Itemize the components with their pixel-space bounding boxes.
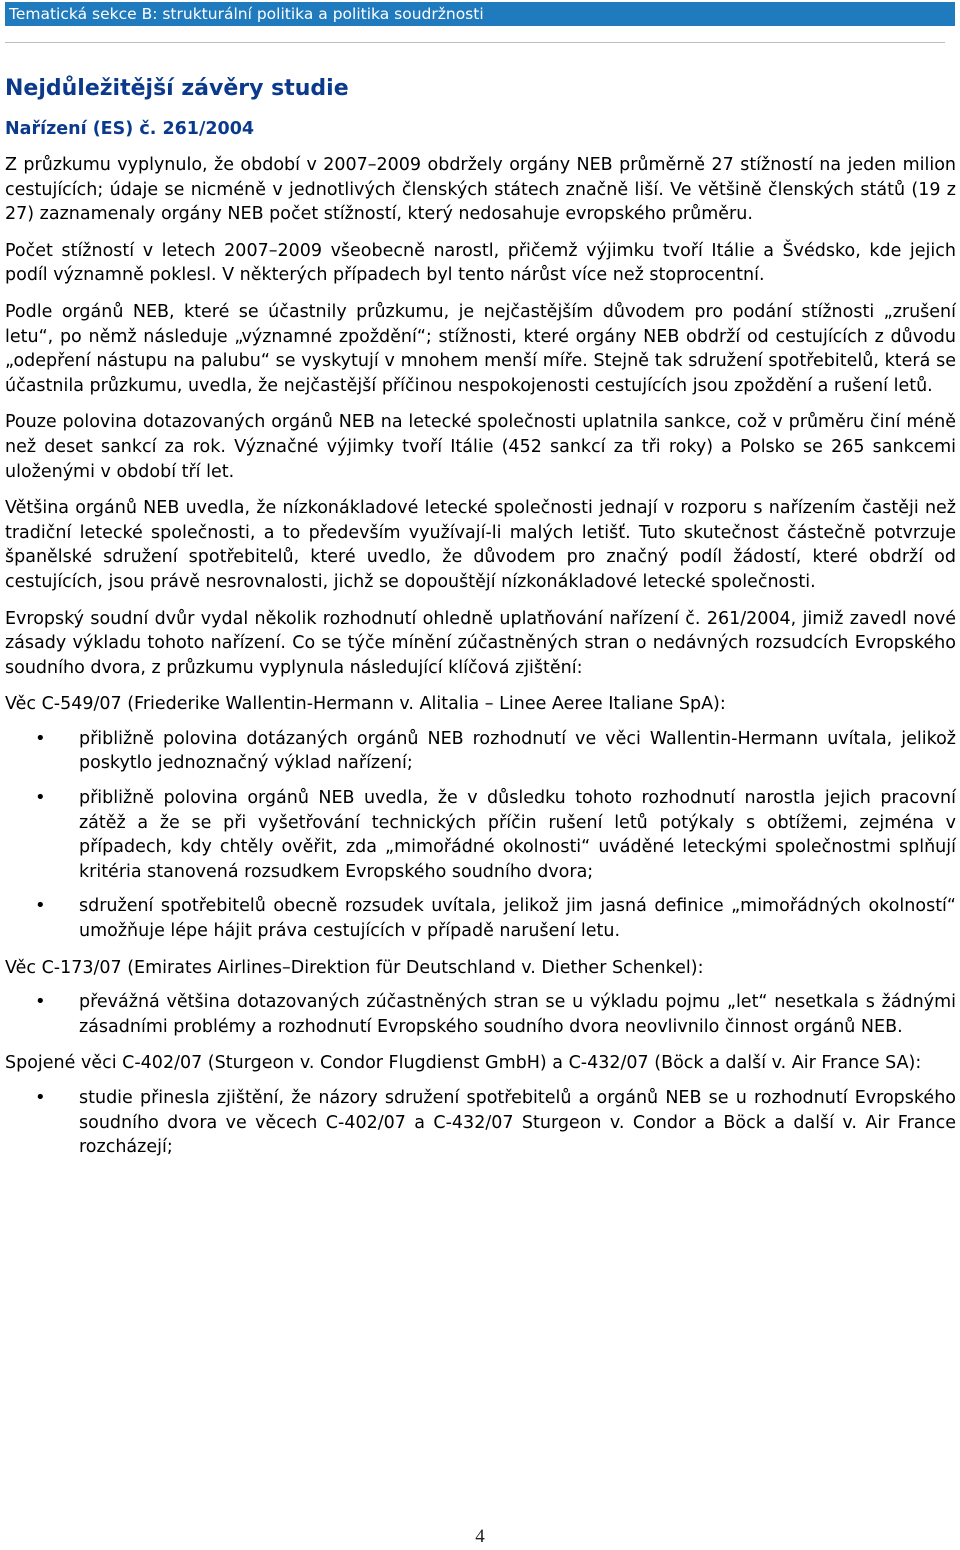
list-item-text: převážná většina dotazovaných zúčastněných stran se u výkladu pojmu „let“ nesetkala s žádnými zásadními problémy a rozhodnutí Evropského soudního dvora neovlivnilo činnost orgánů NEB. (79, 992, 956, 1037)
list-item-text: přibližně polovina orgánů NEB uvedla, že v důsledku tohoto rozhodnutí narostla jejich pracovní zátěž a že se při vyšetřování technických příčin rušení letů potýkaly s obtížemi, zejména v případech, kdy chtěly ověřit, zda „mimořádné okolnosti“ uváděné leteckými společnostmi splňují kritéria stanovená rozsudkem Evropského soudního dvora; (79, 788, 956, 882)
list-item-text: sdružení spotřebitelů obecně rozsudek uvítala, jelikož jim jasná definice „mimořádných okolností“ umožňuje lépe hájit práva cestujících v případě narušení letu. (79, 896, 956, 942)
list-item-text: studie přinesla zjištění, že názory sdružení spotřebitelů a orgánů NEB se u rozhodnutí Evropského soudního dvora ve věcech C-402/07 a C-432/07 Sturgeon v. Condor a Böck a další v. Air France rozcházejí; (79, 1088, 956, 1158)
bullet-list (5, 990, 956, 1039)
paragraph: Většina orgánů NEB uvedla, že nízkonákladové letecké společnosti jednají v rozporu s nařízením častěji než tradiční letecké společnosti, a to především využívají-li malých letišť. Tuto skutečnost částečně potvrzuje španělské sdružení spotřebitelů, které uvedlo, že důvodem pro značný podíl žádostí, které obdrží od cestujících, jsou právě nesrovnalosti, jichž se dopouštějí nízkonákladové letecké společnosti. (5, 498, 956, 592)
section-header (5, 2, 955, 26)
list-item (5, 786, 956, 884)
bullet-list (5, 727, 956, 944)
paragraph: Pouze polovina dotazovaných orgánů NEB na letecké společnosti uplatnila sankce, což v průměru činí méně než deset sankcí za rok. Význačné výjimky tvoří Itálie (452 sankcí za tři roky) a Polsko se 265 sankcemi uloženými v období tří let. (5, 412, 956, 482)
list-item (5, 1086, 956, 1160)
bullet-icon: • (35, 787, 46, 809)
regulation-subtitle: Nařízení (ES) č. 261/2004 (5, 119, 255, 139)
list-item-text: přibližně polovina dotázaných orgánů NEB rozhodnutí ve věci Wallentin-Hermann uvítala, jelikož poskytlo jednoznačný výklad nařízení; (79, 728, 956, 774)
bullet-icon: • (35, 991, 46, 1013)
document-body (5, 74, 956, 1160)
paragraph: Počet stížností v letech 2007–2009 všeobecně narostl, přičemž výjimku tvoří Itálie a Švédsko, kde jejich podíl významně poklesl. V některých případech byl tento nárůst více než stoprocentní. (5, 240, 956, 286)
bullet-icon: • (35, 727, 46, 749)
list-item (5, 990, 956, 1039)
case-heading: Věc C-549/07 (Friederike Wallentin-Hermann v. Alitalia – Linee Aeree Italiane SpA): (5, 694, 726, 715)
paragraph: Evropský soudní dvůr vydal několik rozhodnutí ohledně uplatňování nařízení č. 261/2004, jimiž zavedl nové zásady výkladu tohoto nařízení. Co se týče mínění zúčastněných stran o nedávných rozsudcích Evropského soudního dvora, z průzkumu vyplynula následující klíčová zjištění: (5, 608, 956, 678)
list-item (5, 894, 956, 943)
case-heading: Věc C-173/07 (Emirates Airlines–Direktion für Deutschland v. Diether Schenkel): (5, 957, 704, 978)
list-item (5, 727, 956, 776)
section-header-title: Tematická sekce B: strukturální politika a politika soudržnosti (9, 5, 484, 23)
page-number: 4 (475, 1526, 485, 1547)
header-divider (5, 42, 945, 43)
bullet-icon: • (35, 895, 46, 917)
page-title: Nejdůležitější závěry studie (5, 76, 349, 101)
bullet-icon: • (35, 1087, 46, 1108)
paragraph: Podle orgánů NEB, které se účastnily průzkumu, je nejčastějším důvodem pro podání stížnosti „zrušení letu“, po němž následuje „významné zpoždění“; stížnosti, které orgány NEB obdrží od cestujících z důvodu „odepření nástupu na palubu“ se vyskytují v mnohem menší míře. Stejně tak sdružení spotřebitelů, která se účastnila průzkumu, uvedla, že nejčastější příčinou nespokojenosti cestujících jsou zpoždění a rušení letů. (5, 301, 956, 396)
paragraph: Z průzkumu vyplynulo, že období v 2007–2009 obdržely orgány NEB průměrně 27 stížností na jeden milion cestujících; údaje se nicméně v jednotlivých členských státech značně liší. Ve většině členských států (19 z 27) zaznamenaly orgány NEB počet stížností, který nedosahuje evropského průměru. (5, 155, 956, 225)
case-heading: Spojené věci C-402/07 (Sturgeon v. Condor Flugdienst GmbH) a C-432/07 (Böck a další v. Air France SA): (5, 1053, 922, 1074)
bullet-list (5, 1086, 956, 1160)
